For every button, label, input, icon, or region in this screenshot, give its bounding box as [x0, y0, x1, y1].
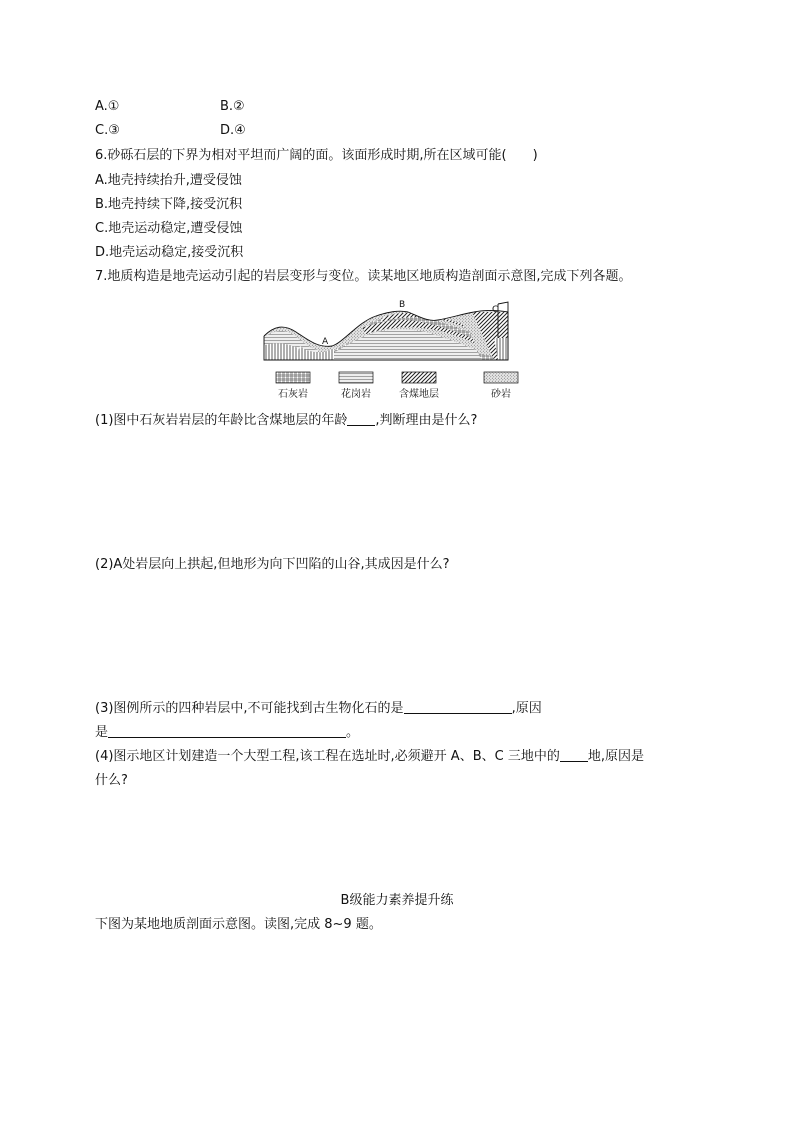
q7-sub4-answer-blank[interactable]: [560, 748, 588, 762]
legend-swatch-limestone: [276, 372, 310, 383]
q7-sub4-line2: 什么?: [95, 773, 128, 788]
q7-sub3-line2-post: 。: [346, 725, 360, 740]
q7-sub1-answer-blank[interactable]: [347, 412, 375, 426]
legend-swatch-coal-strata: [402, 372, 436, 383]
q5-option-d: D.④: [220, 123, 246, 138]
q5-option-a: A.①: [95, 99, 120, 114]
q7-sub4-text-pre: (4)图示地区计划建造一个大型工程,该工程在选址时,必须避开 A、B、C 三地中的: [95, 749, 560, 764]
label-point-b: B: [399, 300, 406, 310]
q7-sub3-line2-pre: 是: [95, 725, 109, 740]
legend-label-granite: 花岗岩: [341, 389, 371, 400]
section-b-title: B级能力素养提升练: [340, 893, 454, 908]
q7-sub1: [95, 412, 477, 430]
label-point-a: A: [322, 337, 329, 347]
q7-sub3-answer-blank-2[interactable]: [108, 724, 346, 738]
q6-stem: 6.砂砾石层的下界为相对平坦而广阔的面。该面形成时期,所在区域可能( ): [95, 148, 538, 163]
q6-option-b: B.地壳持续下降,接受沉积: [95, 197, 243, 212]
q5-option-c: C.③: [95, 123, 120, 138]
legend-label-sandstone: 砂岩: [491, 389, 511, 400]
section-b-intro: 下图为某地地质剖面示意图。读图,完成 8~9 题。: [95, 917, 382, 932]
legend-label-coal-strata: 含煤地层: [399, 389, 439, 400]
q7-sub3-text-post: ,原因: [511, 701, 542, 716]
q7-sub3-text-pre: (3)图例所示的四种岩层中,不可能找到古生物化石的是: [95, 701, 404, 716]
q5-option-b: B.②: [220, 99, 245, 114]
q6-option-a: A.地壳持续抬升,遭受侵蚀: [95, 173, 242, 188]
q6-option-c: C.地壳运动稳定,遭受侵蚀: [95, 221, 243, 236]
geologic-cross-section-figure: [262, 298, 530, 400]
cross-section-strata: [262, 298, 512, 362]
q7-sub2: (2)A处岩层向上拱起,但地形为向下凹陷的山谷,其成因是什么?: [95, 557, 450, 572]
q7-sub3-line1: [95, 700, 542, 718]
legend-swatch-sandstone: [484, 372, 518, 383]
q7-sub3-answer-blank-1[interactable]: [404, 700, 512, 714]
legend-swatch-granite: [339, 372, 373, 383]
q7-sub4-text-post: 地,原因是: [587, 749, 644, 764]
q7-sub1-text-pre: (1)图中石灰岩岩层的年龄比含煤地层的年龄: [95, 413, 348, 428]
q7-sub4-line1: [95, 748, 644, 766]
q7-sub3-line2: [95, 724, 359, 742]
q7-stem: 7.地质构造是地壳运动引起的岩层变形与变位。读某地区地质构造剖面示意图,完成下列各题。: [95, 269, 632, 284]
q7-sub1-text-post: ,判断理由是什么?: [375, 413, 478, 428]
label-point-c: C: [492, 305, 499, 315]
q6-option-d: D.地壳运动稳定,接受沉积: [95, 245, 244, 260]
legend-label-limestone: 石灰岩: [278, 389, 308, 400]
